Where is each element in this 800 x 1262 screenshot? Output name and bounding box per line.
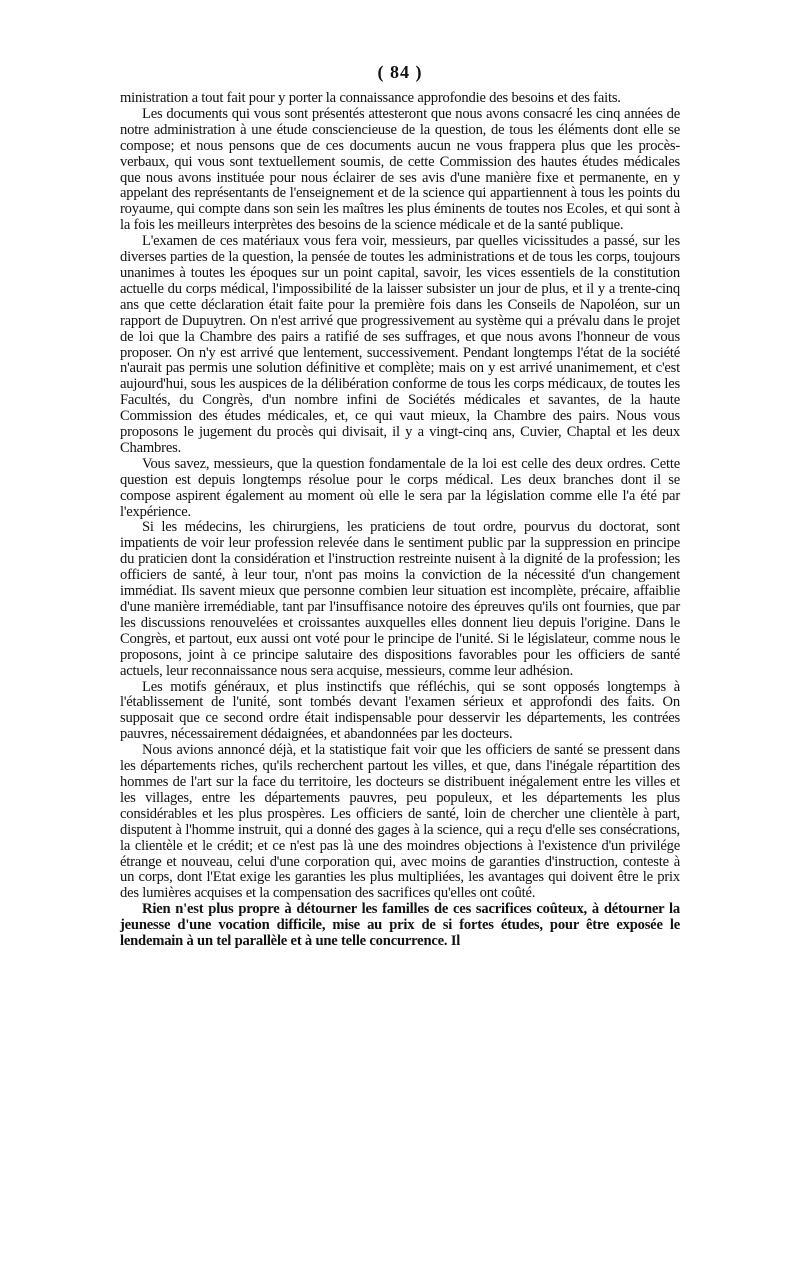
paragraph-examen: L'examen de ces matériaux vous fera voir, messieurs, par quelles vicissitudes a passé, sur les diverses parties de la question, la pensée de toutes les administrations et de tous les corps, toujours unanimes à toutes les époques sur un point capital, savoir, les vices essentiels de la constitution actuelle du corps médical, l'impossibilité de la laisser subsister un jour de plus, et il y a trente-cinq ans que cette déclaration était faite pour la première fois dans les Conseils de Napoléon, sur un rapport de Dupuytren. On n'est arrivé que progressivement au système qui a prévalu dans le projet de loi que la Chambre des pairs a ratifié de ses suffrages, et que nous avons l'honneur de vous proposer. On n'y est arrivé que lentement, successivement. Pendant longtemps l'état de la société n'aurait pas permis une solution définitive et complète; mais on y est arrivé unanimement, et c'est aujourd'hui, sous les auspices de la délibération conforme de tous les corps médicaux, de toutes les Facultés, du Congrès, d'un nombre infini de Sociétés médicales et savantes, de la haute Commission des études médicales, et, ce qui vaut mieux, la Chambre des pairs. Nous vous proposons le jugement du procès qui divisait, il y a vingt-cinq ans, Cuvier, Chaptal et les deux Chambres. bbox=[120, 233, 680, 456]
paragraph-question-fondamentale: Vous savez, messieurs, que la question fondamentale de la loi est celle des deux ordres. Cette question est depuis longtemps résolue pour le corps médical. Les deux branches dont il se compose aspirent également au moment où elle le sera par la législation comme elle l'a été par l'expérience. bbox=[120, 455, 680, 520]
paragraph-rien: Rien n'est plus propre à détourner les familles de ces sacrifices coûteux, à détourner la jeunesse d'une vocation difficile, mise au prix de si fortes études, pour être exposée le lendemain à un tel parallèle et à une telle concurrence. Il bbox=[120, 901, 680, 950]
paragraph-motifs: Les motifs généraux, et plus instinctifs que réfléchis, qui se sont opposés longtemps à l'établissement de l'unité, sont tombés devant l'examen sérieux et approfondi des faits. On supposait que ce second ordre était indispensable pour desservir les départements, les contrées pauvres, nécessairement dédaignées, et abandonnées par les docteurs. bbox=[120, 678, 680, 743]
paragraph-statistique: Nous avions annoncé déjà, et la statistique fait voir que les officiers de santé se pressent dans les départements riches, qu'ils recherchent partout les villes, et que, dans l'inégale répartition des hommes de l'art sur la face du territoire, les docteurs se distribuent inégalement entre les villes et les villages, entre les départements pauvres, peu populeux, et les départements les plus considérables et les plus prospères. Les officiers de santé, loin de chercher une clientèle à part, disputent à l'homme instruit, qui a donné des gages à la science, qui a reçu d'elle ses consécrations, la clientèle et le crédit; et ce n'est pas là une des moindres objections à l'existence d'un privilége étrange et nouveau, celui d'une corporation qui, avec moins de garanties d'instruction, conteste à un corps, dont l'Etat exige les garanties les plus multipliées, les avantages qui doivent être le prix des lumières acquises et la compensation des sacrifices qu'elles ont coûté. bbox=[120, 742, 680, 902]
paragraph-documents: Les documents qui vous sont présentés attesteront que nous avons consacré les cinq années de notre administration à une étude consciencieuse de la question, de tous les éléments dont elle se compose; et nous pensons que de ces documents aucun ne vous frappera plus que les procès-verbaux, qui vous sont textuellement soumis, de cette Commission des hautes études médicales que nous avons instituée pour nous éclairer de ses avis d'une manière fixe et permanente, en y appelant des représentants de l'enseignement et de la science qui appartiennent à tous les points du royaume, qui compte dans son sein les maîtres les plus éminents de toutes nos Ecoles, et qui sont à la fois les meilleurs interprètes des besoins de la science médicale et de la santé publique. bbox=[120, 105, 680, 234]
document-page bbox=[120, 62, 680, 950]
paragraph-medecins: Si les médecins, les chirurgiens, les praticiens de tout ordre, pourvus du doctorat, sont impatients de voir leur profession relevée dans le sentiment public par la suppression en principe du praticien dont la considération et l'instruction restreinte nuisent à la dignité de la profession; les officiers de santé, à leur tour, n'ont pas moins la conviction de la nécessité d'un changement immédiat. Ils savent mieux que personne combien leur situation est incomplète, précaire, affaiblie d'une manière irremédiable, tant par l'insuffisance notoire des épreuves qu'ils ont fournies, que par les discussions renouvelées et croissantes auxquelles elles donnent lieu depuis l'origine. Dans le Congrès, et partout, eux aussi ont voté pour le principe de l'unité. Si le législateur, comme nous le proposons, joint à ce principe salutaire des dispositions favorables pour les officiers de santé actuels, leur reconnaissance nous sera acquise, messieurs, comme leur adhésion. bbox=[120, 519, 680, 679]
body-text bbox=[120, 91, 680, 950]
page-number: ( 84 ) bbox=[377, 62, 423, 82]
paragraph-continuation: ministration a tout fait pour y porter la connaissance approfondie des besoins et des faits. bbox=[120, 90, 621, 106]
